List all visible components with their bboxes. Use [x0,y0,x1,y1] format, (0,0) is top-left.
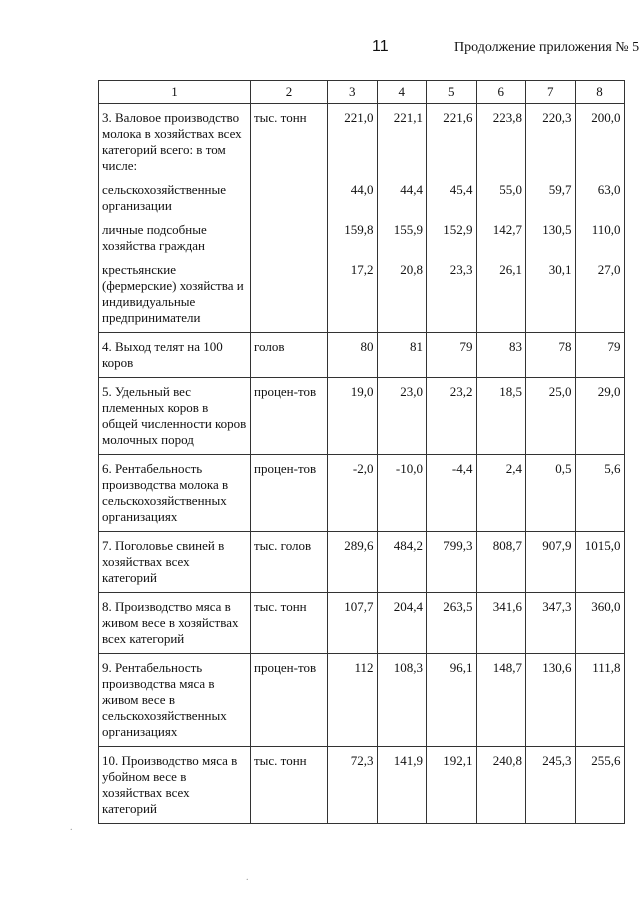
value-cell: 200,0 [575,104,624,175]
value-cell: 23,2 [427,378,477,455]
value-cell: 17,2 [328,254,378,333]
unit-cell: процен-тов [251,654,328,747]
unit-cell: тыс. тонн [251,747,328,824]
value-cell: 110,0 [575,214,624,254]
unit-cell [251,254,328,333]
value-cell: 79 [427,333,477,378]
value-cell: 148,7 [476,654,526,747]
column-header: 1 [99,81,251,104]
continuation-caption: Продолжение приложения № 5 [454,40,640,55]
value-cell: 108,3 [377,654,427,747]
value-cell: 5,6 [575,455,624,532]
value-cell: 289,6 [328,532,378,593]
indicator-name: сельскохозяйственные организации [99,174,251,214]
value-cell: 347,3 [526,593,576,654]
value-cell: 96,1 [427,654,477,747]
value-cell: 221,1 [377,104,427,175]
table-row [99,747,625,824]
unit-cell [251,214,328,254]
indicator-name: 6. Рентабельность производства молока в сельскохозяйственных организациях [99,455,251,532]
indicator-name: 10. Производство мяса в убойном весе в хозяйствах всех категорий [99,747,251,824]
value-cell: 30,1 [526,254,576,333]
value-cell: 19,0 [328,378,378,455]
indicator-name: личные подсобные хозяйства граждан [99,214,251,254]
unit-cell: процен-тов [251,455,328,532]
column-header: 5 [427,81,477,104]
value-cell: 808,7 [476,532,526,593]
value-cell: 72,3 [328,747,378,824]
table-row [99,174,625,214]
table-row [99,593,625,654]
column-header: 7 [526,81,576,104]
column-header: 4 [377,81,427,104]
table-row [99,254,625,333]
indicators-table [98,80,625,824]
value-cell: 112 [328,654,378,747]
indicator-name: 8. Производство мяса в живом весе в хозяйствах всех категорий [99,593,251,654]
value-cell: 78 [526,333,576,378]
value-cell: -10,0 [377,455,427,532]
table-row [99,532,625,593]
value-cell: 1015,0 [575,532,624,593]
value-cell: 220,3 [526,104,576,175]
column-header: 2 [251,81,328,104]
value-cell: 81 [377,333,427,378]
column-header: 8 [575,81,624,104]
unit-cell: голов [251,333,328,378]
scan-speck: . [246,872,249,883]
table-row [99,654,625,747]
table-row [99,214,625,254]
scan-speck: . [70,822,73,833]
value-cell: 152,9 [427,214,477,254]
indicator-name: 3. Валовое производство молока в хозяйствах всех категорий всего: в том числе: [99,104,251,175]
value-cell: -2,0 [328,455,378,532]
table-row [99,455,625,532]
value-cell: 155,9 [377,214,427,254]
value-cell: 26,1 [476,254,526,333]
value-cell: 59,7 [526,174,576,214]
indicator-name: 7. Поголовье свиней в хозяйствах всех категорий [99,532,251,593]
value-cell: 25,0 [526,378,576,455]
value-cell: 83 [476,333,526,378]
value-cell: 341,6 [476,593,526,654]
value-cell: 0,5 [526,455,576,532]
unit-cell: тыс. тонн [251,593,328,654]
value-cell: 204,4 [377,593,427,654]
page-number: 11 [372,38,389,55]
table-row [99,378,625,455]
value-cell: 221,0 [328,104,378,175]
value-cell: 45,4 [427,174,477,214]
value-cell: 23,0 [377,378,427,455]
unit-cell: тыс. голов [251,532,328,593]
value-cell: 111,8 [575,654,624,747]
value-cell: 79 [575,333,624,378]
value-cell: 44,0 [328,174,378,214]
value-cell: 141,9 [377,747,427,824]
value-cell: 107,7 [328,593,378,654]
value-cell: 130,5 [526,214,576,254]
value-cell: 27,0 [575,254,624,333]
value-cell: 80 [328,333,378,378]
value-cell: 44,4 [377,174,427,214]
value-cell: 130,6 [526,654,576,747]
header-row [99,81,625,104]
value-cell: 159,8 [328,214,378,254]
column-header: 6 [476,81,526,104]
unit-cell [251,174,328,214]
value-cell: 192,1 [427,747,477,824]
unit-cell: процен-тов [251,378,328,455]
value-cell: 240,8 [476,747,526,824]
unit-cell: тыс. тонн [251,104,328,175]
value-cell: 245,3 [526,747,576,824]
value-cell: 18,5 [476,378,526,455]
column-header: 3 [328,81,378,104]
value-cell: 907,9 [526,532,576,593]
value-cell: 20,8 [377,254,427,333]
value-cell: -4,4 [427,455,477,532]
value-cell: 360,0 [575,593,624,654]
value-cell: 63,0 [575,174,624,214]
indicator-name: крестьянские (фермерские) хозяйства и индивидуальные предприниматели [99,254,251,333]
value-cell: 29,0 [575,378,624,455]
indicator-name: 5. Удельный вес племенных коров в общей численности коров молочных пород [99,378,251,455]
value-cell: 263,5 [427,593,477,654]
value-cell: 484,2 [377,532,427,593]
value-cell: 221,6 [427,104,477,175]
table-row [99,104,625,175]
value-cell: 2,4 [476,455,526,532]
value-cell: 142,7 [476,214,526,254]
value-cell: 255,6 [575,747,624,824]
value-cell: 23,3 [427,254,477,333]
value-cell: 55,0 [476,174,526,214]
value-cell: 799,3 [427,532,477,593]
value-cell: 223,8 [476,104,526,175]
indicator-name: 9. Рентабельность производства мяса в живом весе в сельскохозяйственных организациях [99,654,251,747]
table-row [99,333,625,378]
indicator-name: 4. Выход телят на 100 коров [99,333,251,378]
